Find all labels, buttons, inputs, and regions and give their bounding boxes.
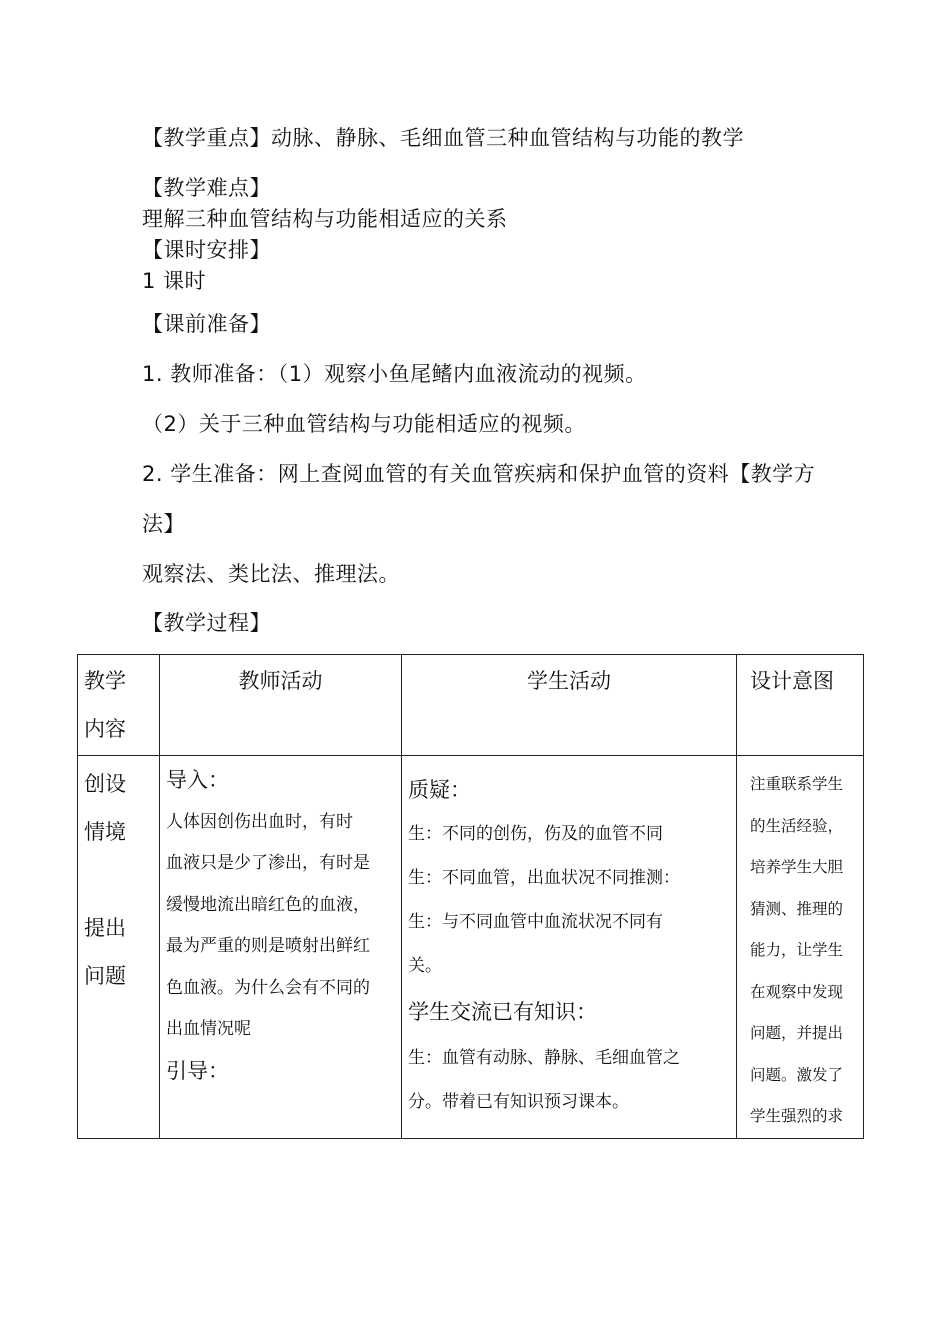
row1-content-line: 创设: [84, 772, 126, 796]
row1-intent: [737, 756, 864, 1139]
header-teacher: [160, 655, 402, 756]
header-content-line-2: 内容: [84, 717, 126, 741]
header-content: [78, 655, 160, 756]
row1-content-line: [84, 856, 159, 904]
intent-text-line: 问题，并提出: [750, 1024, 844, 1042]
teaching-process-table: [77, 654, 864, 1139]
student-question-label: 质疑：: [408, 778, 471, 802]
row1-content-line: 情境: [84, 820, 126, 844]
student-text-line: 生：血管有动脉、静脉、毛细血管之: [408, 1047, 680, 1068]
student-text-line: 生：不同血管，出血状况不同推测：: [408, 867, 680, 888]
process-heading: 【教学过程】: [142, 611, 271, 635]
student-text-line: 分。带着已有知识预习课本。: [408, 1091, 629, 1112]
difficulty-heading: 【教学难点】: [142, 176, 271, 200]
intent-text-line: 的生活经验，: [750, 816, 844, 835]
difficulty-text: 理解三种血管结构与功能相适应的关系: [142, 207, 508, 231]
row1-teacher: [160, 756, 402, 1139]
teacher-text-line: 人体因创伤出血时，有时: [166, 811, 353, 832]
key-points-line: 【教学重点】动脉、静脉、毛细血管三种血管结构与功能的教学: [142, 126, 744, 150]
student-text-line: 生：与不同血管中血流状况不同有: [408, 911, 663, 932]
teacher-guide-label: 引导：: [166, 1058, 229, 1083]
header-student-label: 学生活动: [527, 669, 611, 693]
intent-text-line: 注重联系学生: [750, 775, 844, 793]
table-header-row: [78, 655, 864, 756]
schedule-heading: 【课时安排】: [142, 238, 271, 262]
teacher-text-line: 缓慢地流出暗红色的血液，: [166, 894, 370, 915]
intent-text-line: 培养学生大胆: [750, 858, 844, 876]
intent-text-line: 问题。激发了: [750, 1065, 844, 1084]
header-intent-label: 设计意图: [750, 669, 834, 693]
teacher-intro-label: 导入：: [166, 768, 229, 792]
row1-content-line: 问题: [84, 964, 126, 988]
intent-text-line: 能力，让学生: [750, 941, 844, 959]
student-prep: 2. 学生准备：网上查阅血管的有关血管疾病和保护血管的资料【教学方: [142, 462, 816, 486]
row1-content-line: 提出: [84, 916, 126, 940]
teacher-text-line: 色血液。为什么会有不同的: [166, 977, 370, 998]
student-exchange-label: 学生交流已有知识：: [408, 999, 597, 1024]
teacher-prep: 1. 教师准备：（1）观察小鱼尾鳍内血液流动的视频。: [142, 362, 647, 386]
student-text-line: 关。: [408, 955, 442, 976]
header-teacher-label: 教师活动: [238, 669, 323, 693]
teacher-text-line: 最为严重的则是喷射出鲜红: [166, 936, 370, 956]
intent-text-line: 学生强烈的求: [750, 1107, 844, 1125]
methods-text: 观察法、类比法、推理法。: [142, 562, 400, 586]
prep-heading: 【课前准备】: [142, 312, 271, 336]
header-intent: [737, 655, 864, 756]
intent-text-line: 猜测、推理的: [750, 899, 844, 918]
student-prep-cont: 法】: [142, 512, 185, 536]
row1-content: [78, 756, 160, 1139]
table-row: [78, 756, 864, 1139]
row1-student: [402, 756, 737, 1139]
intent-text-line: 在观察中发现: [750, 982, 844, 1001]
teacher-prep-2: （2）关于三种血管结构与功能相适应的视频。: [142, 412, 586, 436]
teacher-text-line: 出血情况呢: [166, 1019, 251, 1039]
header-content-line-1: 教学: [84, 669, 126, 693]
header-student: [402, 655, 737, 756]
teacher-text-line: 血液只是少了渗出，有时是: [166, 853, 370, 873]
schedule-text: 1 课时: [142, 269, 207, 293]
student-text-line: 生：不同的创伤，伤及的血管不同: [408, 823, 663, 844]
